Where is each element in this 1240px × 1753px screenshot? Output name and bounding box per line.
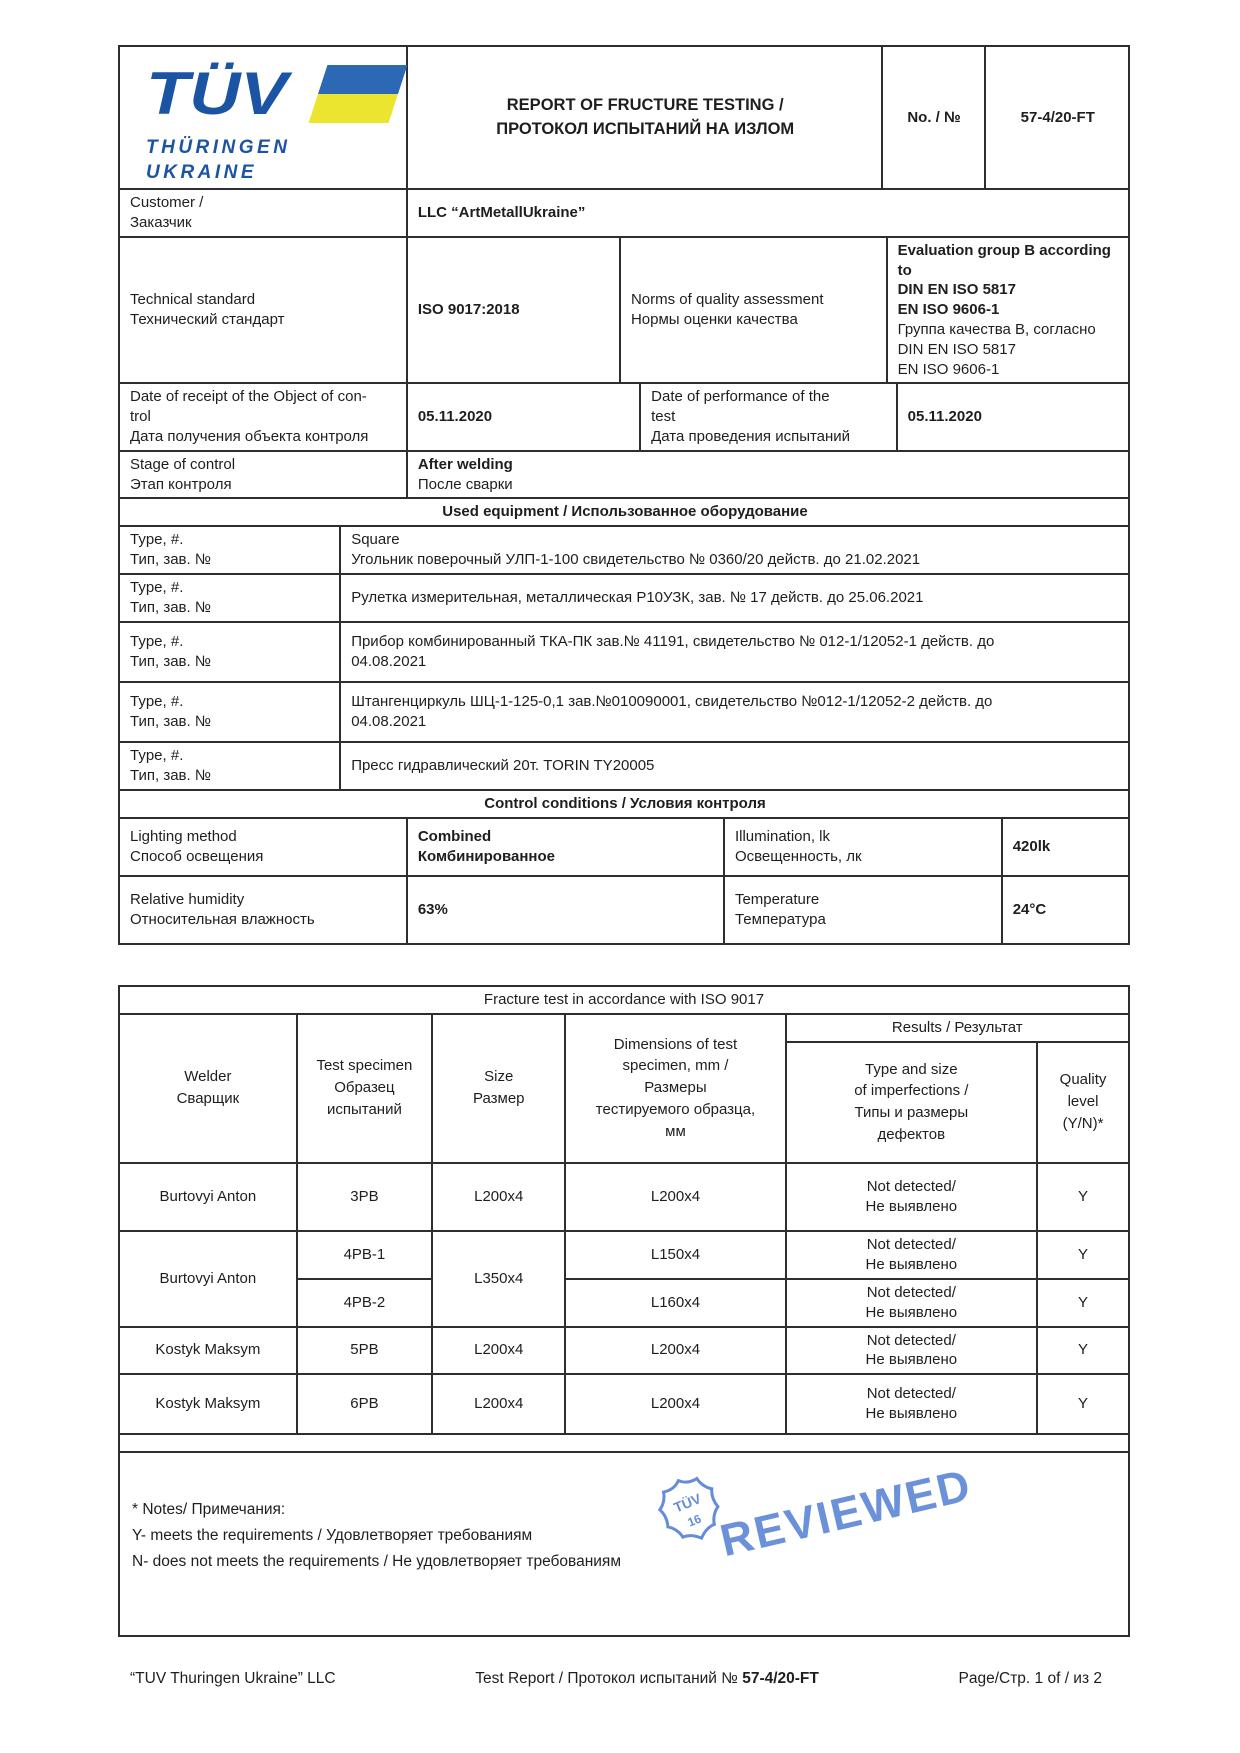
imperfections-cell (786, 1231, 1037, 1279)
imperfections-ru: Не выявлено (865, 1405, 958, 1423)
equipment-row-label-en: Type, #. (130, 579, 184, 597)
size-cell: L200x4 (432, 1374, 565, 1434)
welder-cell: Kostyk Maksym (119, 1374, 297, 1434)
dimensions-cell: L200x4 (565, 1374, 785, 1434)
header-table (118, 45, 1130, 190)
report-no-value: 57-4/20-FT (985, 46, 1129, 189)
equipment-row-label-ru: Тип, зав. № (130, 767, 211, 785)
imperfections-en: Not detected/ (866, 1283, 956, 1301)
dimensions-cell: L160x4 (565, 1279, 785, 1327)
equipment-value-line: Square (351, 531, 400, 549)
fracture-results-header: Results / Результат (786, 1014, 1129, 1042)
dimensions-header-line: Dimensions of test (613, 1035, 738, 1053)
dimensions-cell: L200x4 (565, 1163, 785, 1231)
temperature-label-ru: Температура (734, 910, 826, 928)
performance-date-value: 05.11.2020 (897, 383, 1129, 450)
equipment-row-value (340, 574, 1129, 622)
customer-value: LLC “ArtMetallUkraine” (407, 189, 1129, 237)
specimen-header-line: Test specimen (316, 1057, 413, 1075)
customer-label-ru: Заказчик (130, 213, 192, 231)
humidity-label-cell (119, 876, 407, 944)
stage-label-cell (119, 451, 407, 499)
imperfections-cell (786, 1163, 1037, 1231)
temperature-value: 24°C (1002, 876, 1129, 944)
notes-title: * Notes/ Примечания: (132, 1501, 286, 1519)
equipment-value-line: Пресс гидравлический 20т. TORIN TY20005 (351, 757, 655, 775)
welder-cell: Burtovyi Anton (119, 1163, 297, 1231)
temperature-label-en: Temperature (734, 891, 820, 909)
specimen-cell: 4PB-2 (297, 1279, 432, 1327)
size-cell: L200x4 (432, 1327, 565, 1375)
equipment-row-label (119, 574, 340, 622)
fracture-col-quality (1037, 1042, 1129, 1163)
evaluation-cell (887, 237, 1129, 384)
norms-label-ru: Нормы оценки качества (630, 311, 798, 329)
empty-strip (119, 1434, 1129, 1452)
dimensions-header-line: Размеры (644, 1079, 707, 1097)
notes-line-y: Y- meets the requirements / Удовлетворяет требованиям (132, 1527, 533, 1545)
equipment-table (118, 525, 1130, 791)
imperfections-ru: Не выявлено (865, 1303, 958, 1321)
equipment-value-line: 04.08.2021 (351, 713, 427, 731)
stage-value-cell (407, 451, 1129, 499)
ukraine-flag-icon (309, 65, 408, 123)
conditions-section-title: Control conditions / Условия контроля (119, 790, 1129, 818)
imperfections-cell (786, 1327, 1037, 1375)
customer-label-en: Customer / (130, 194, 204, 212)
illumination-label-cell (724, 818, 1002, 876)
standard-label-ru: Технический стандарт (130, 311, 285, 329)
customer-label-cell (119, 189, 407, 237)
equipment-row-label-en: Type, #. (130, 747, 184, 765)
section-gap (118, 945, 1130, 987)
report-no-label: No. / № (882, 46, 985, 189)
specimen-header-line: испытаний (326, 1100, 402, 1118)
tuv-logo (130, 50, 398, 185)
fracture-col-size (432, 1014, 565, 1163)
fracture-table (118, 985, 1130, 1453)
equipment-row-label-en: Type, #. (130, 531, 184, 549)
stage-label-ru: Этап контроля (130, 475, 232, 493)
footer-company: “TUV Thuringen Ukraine” LLC (130, 1670, 336, 1687)
dimensions-cell: L200x4 (565, 1327, 785, 1375)
tuv-logo-subtitle: THÜRINGEN UKRAINE (146, 137, 291, 184)
standard-label-en: Technical standard (130, 291, 256, 309)
stage-value-en: After welding (417, 455, 513, 473)
fracture-col-imperfections (786, 1042, 1037, 1163)
imperfections-en: Not detected/ (866, 1235, 956, 1253)
performance-date-label-cell (640, 383, 897, 450)
receipt-date-label-line3: Дата получения объекта контроля (130, 427, 369, 445)
logo-cell (119, 46, 407, 189)
fracture-row (119, 1231, 1129, 1279)
equipment-section-title: Used equipment / Использованное оборудование (119, 498, 1129, 526)
norms-label-en: Norms of quality assessment (630, 291, 824, 309)
equipment-row-value (340, 622, 1129, 682)
evaluation-line-ru-1: Группа качества В, согласно (897, 320, 1096, 338)
size-header-en: Size (484, 1068, 514, 1086)
evaluation-line-en-1: Evaluation group B according to (897, 241, 1111, 279)
report-title-cell (407, 46, 882, 189)
specimen-header-line: Образец (334, 1079, 395, 1097)
footer-page-number: Page/Стр. 1 of / из 2 (958, 1670, 1102, 1687)
illumination-label-ru: Освещенность, лк (734, 847, 862, 865)
imperfections-cell (786, 1279, 1037, 1327)
document-content (118, 45, 1130, 1637)
humidity-label-ru: Относительная влажность (130, 910, 315, 928)
lighting-label-en: Lighting method (130, 828, 237, 846)
quality-cell: Y (1037, 1327, 1129, 1375)
lighting-value-cell (407, 818, 724, 876)
quality-cell: Y (1037, 1231, 1129, 1279)
report-title-en: REPORT OF FRUCTURE TESTING / (506, 95, 784, 114)
imperfections-header-line: Типы и размеры (854, 1104, 969, 1121)
equipment-row-value (340, 742, 1129, 790)
imperfections-header-line: дефектов (877, 1125, 946, 1143)
quality-cell: Y (1037, 1374, 1129, 1434)
welder-cell: Kostyk Maksym (119, 1327, 297, 1375)
imperfections-en: Not detected/ (866, 1331, 956, 1349)
specimen-cell: 4PB-1 (297, 1231, 432, 1279)
receipt-date-label-line2: trol (130, 408, 151, 426)
size-cell: L200x4 (432, 1163, 565, 1231)
fracture-row (119, 1163, 1129, 1231)
stage-value-ru: После сварки (417, 475, 513, 493)
footer-report-label: Test Report / Протокол испытаний № (475, 1670, 738, 1687)
illumination-label-en: Illumination, lk (734, 828, 831, 846)
tuv-logo-row (146, 60, 398, 128)
receipt-date-label-cell (119, 383, 407, 450)
humidity-label-en: Relative humidity (130, 891, 245, 909)
performance-date-label-line2: test (651, 408, 676, 426)
conditions-table (118, 817, 1130, 945)
fracture-col-welder (119, 1014, 297, 1163)
dates-table (118, 382, 1130, 451)
stamp-emblem-letters: TÜV (671, 1490, 704, 1516)
equipment-value-line: Штангенциркуль ШЦ-1-125-0,1 зав.№010090001, свидетельство №012-1/12052-2 действ. до (351, 693, 993, 711)
standard-value: ISO 9017:2018 (407, 237, 620, 384)
equipment-header-table (118, 497, 1130, 527)
equipment-row-label (119, 622, 340, 682)
lighting-label-cell (119, 818, 407, 876)
page-footer (118, 1670, 1130, 1688)
standard-label-cell (119, 237, 407, 384)
equipment-value-line: 04.08.2021 (351, 653, 427, 671)
dimensions-header-line: specimen, mm / (622, 1057, 729, 1075)
stage-label-en: Stage of control (130, 455, 236, 473)
report-title-ru: ПРОТОКОЛ ИСПЫТАНИЙ НА ИЗЛОМ (496, 119, 795, 138)
fracture-title: Fracture test in accordance with ISO 9017 (119, 986, 1129, 1014)
lighting-value-en: Combined (417, 828, 492, 846)
equipment-row-label-ru: Тип, зав. № (130, 551, 211, 569)
equipment-value-line: Рулетка измерительная, металлическая Р10УЗК, зав. № 17 действ. до 25.06.2021 (351, 589, 924, 607)
equipment-row-value (340, 526, 1129, 574)
equipment-row-label-ru: Тип, зав. № (130, 599, 211, 617)
humidity-value: 63% (407, 876, 724, 944)
notes-box (118, 1451, 1130, 1637)
stage-table (118, 450, 1130, 500)
lighting-value-ru: Комбинированное (417, 847, 555, 865)
illumination-value: 420lk (1002, 818, 1129, 876)
imperfections-cell (786, 1374, 1037, 1434)
evaluation-line-en-3: EN ISO 9606-1 (897, 301, 1000, 319)
equipment-row-label-ru: Тип, зав. № (130, 653, 211, 671)
evaluation-line-ru-2: DIN EN ISO 5817 (897, 340, 1016, 358)
size-header-ru: Размер (472, 1090, 525, 1108)
reviewed-stamp: REVIEWED (715, 1458, 977, 1567)
equipment-row-value (340, 682, 1129, 742)
equipment-row-label (119, 526, 340, 574)
welder-cell: Burtovyi Anton (119, 1231, 297, 1327)
welder-header-en: Welder (184, 1068, 232, 1086)
imperfections-header-line: Type and size (865, 1060, 958, 1078)
welder-header-ru: Сварщик (176, 1090, 240, 1108)
fracture-row (119, 1327, 1129, 1375)
equipment-row-label-en: Type, #. (130, 693, 184, 711)
fracture-col-specimen (297, 1014, 432, 1163)
conditions-header-table (118, 789, 1130, 819)
specimen-cell: 5PB (297, 1327, 432, 1375)
specimen-cell: 6PB (297, 1374, 432, 1434)
customer-table (118, 188, 1130, 238)
receipt-date-label-line1: Date of receipt of the Object of con- (130, 388, 367, 406)
footer-report (475, 1670, 819, 1688)
footer-report-no: 57-4/20-FT (742, 1670, 819, 1687)
fracture-col-dimensions (565, 1014, 785, 1163)
equipment-row-label (119, 742, 340, 790)
imperfections-ru: Не выявлено (865, 1351, 958, 1369)
norms-label-cell (620, 237, 887, 384)
dimensions-header-line: тестируемого образца, (595, 1100, 756, 1118)
equipment-value-line: Угольник поверочный УЛП-1-100 свидетельство № 0360/20 действ. до 21.02.2021 (351, 551, 921, 569)
standard-table (118, 236, 1130, 385)
quality-cell: Y (1037, 1163, 1129, 1231)
receipt-date-value: 05.11.2020 (407, 383, 640, 450)
fracture-footer-strip (119, 1434, 1129, 1452)
quality-header-line: (Y/N)* (1062, 1114, 1104, 1132)
specimen-cell: 3PB (297, 1163, 432, 1231)
imperfections-en: Not detected/ (866, 1385, 956, 1403)
quality-cell: Y (1037, 1279, 1129, 1327)
notes-line-n: N- does not meets the requirements / Не удовлетворяет требованиям (132, 1553, 621, 1571)
fracture-row (119, 1374, 1129, 1434)
performance-date-label-line3: Дата проведения испытаний (651, 427, 851, 445)
lighting-label-ru: Способ освещения (130, 847, 264, 865)
imperfections-en: Not detected/ (866, 1177, 956, 1195)
performance-date-label-line1: Date of performance of the (651, 388, 830, 406)
size-cell: L350x4 (432, 1231, 565, 1327)
equipment-row-label (119, 682, 340, 742)
evaluation-line-en-2: DIN EN ISO 5817 (897, 281, 1016, 299)
quality-header-line: Quality level (1059, 1071, 1107, 1111)
dimensions-header-line: мм (665, 1122, 686, 1140)
equipment-value-line: Прибор комбинированный ТКА-ПК зав.№ 41191, свидетельство № 012-1/12052-1 действ. до (351, 633, 995, 651)
tuv-logo-text: TÜV (146, 60, 288, 127)
equipment-row-label-en: Type, #. (130, 633, 184, 651)
imperfections-header-line: of imperfections / (854, 1082, 969, 1100)
imperfections-ru: Не выявлено (865, 1255, 958, 1273)
stamp-emblem-number: 16 (685, 1511, 704, 1530)
notes-text (132, 1497, 621, 1575)
dimensions-cell: L150x4 (565, 1231, 785, 1279)
evaluation-line-ru-3: EN ISO 9606-1 (897, 360, 1000, 378)
temperature-label-cell (724, 876, 1002, 944)
equipment-row-label-ru: Тип, зав. № (130, 713, 211, 731)
imperfections-ru: Не выявлено (865, 1197, 958, 1215)
